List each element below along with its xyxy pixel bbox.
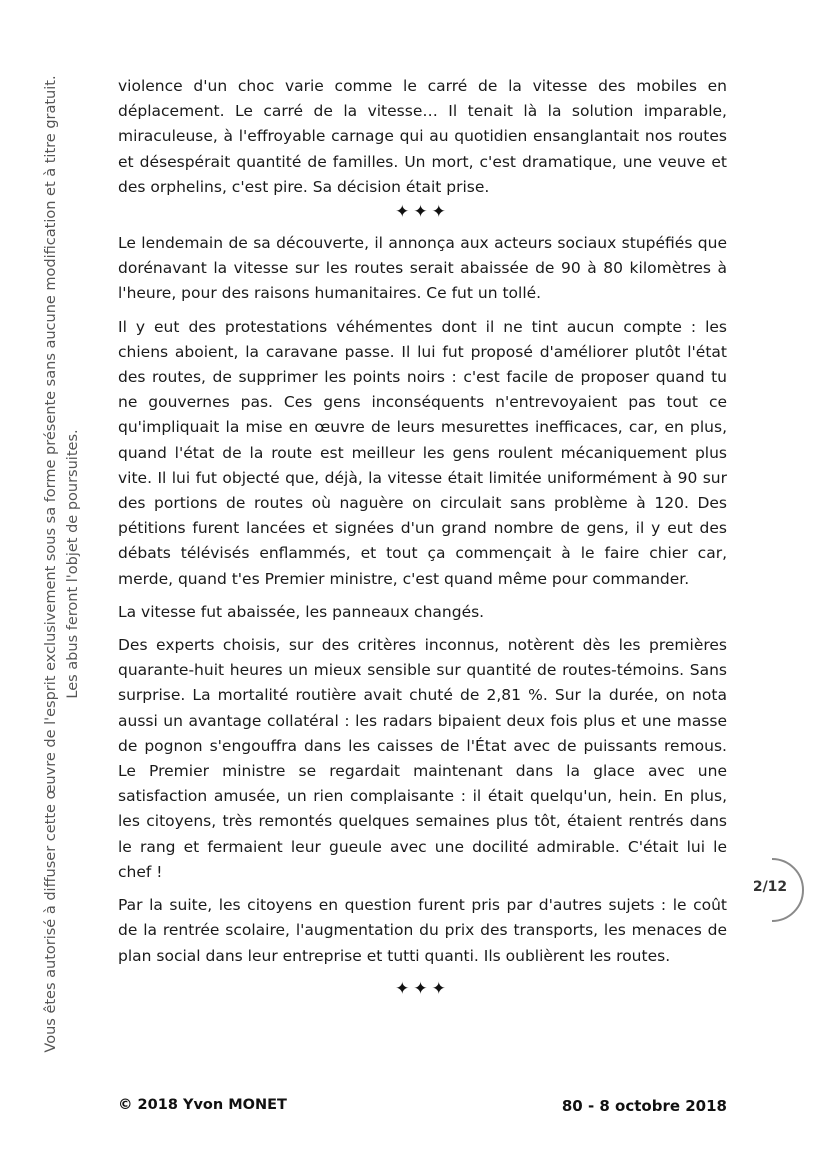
page-indicator: 2/12 (752, 879, 788, 895)
paragraph-intro: violence d'un choc varie comme le carré de la vitesse des mobiles en déplacement. Le carré de la vitesse… Il tenait là la solution imparable, miraculeuse, à l'effroyable carnage qui au quotidien ensanglantait nos routes et désespérait quantité de familles. Un mort, c'est dramatique, une veuve et des orphelins, c'est pire. Sa décision était prise. (118, 77, 727, 196)
copyright-notice-line-1: Vous êtes autorisé à diffuser cette œuvre de l'esprit exclusivement sous sa forme présente sans aucune modification et à titre gratuit. (43, 75, 59, 1053)
article-body (118, 74, 727, 1008)
paragraph: La vitesse fut abaissée, les panneaux changés. (118, 602, 485, 621)
paragraph: Il y eut des protestations véhémentes dont il ne tint aucun compte : les chiens aboient, la caravane passe. Il lui fut proposé d'améliorer plutôt l'état des routes, de supprimer les points noirs : c'est facile de proposer quand tu ne gouvernes pas. Ces gens inconséquents n'entrevoyaient pas tout ce qu'impliquait la mise en œuvre de leurs mesurettes inefficaces, car, en plus, quand l'état de la route est meilleur les gens roulent mécaniquement plus vite. Il lui fut objecté que, déjà, la vitesse était limitée uniformément à 90 sur des portions de routes où naguère on circulait sans problème à 120. Des pétitions furent lancées et signées d'un grand nombre de gens, il y eut des débats télévisés enflammés, et tout ça commençait à le faire chier car, merde, quand t'es Premier ministre, c'est quand même pour commander. (118, 317, 727, 588)
copyright-notice-line-2: Les abus feront l'objet de poursuites. (65, 429, 81, 699)
footer-copyright: © 2018 Yvon MONET (118, 1097, 287, 1113)
paragraph: Par la suite, les citoyens en question furent pris par d'autres sujets : le coût de la rentrée scolaire, l'augmentation du prix des transports, les menaces de plan social dans leur entreprise et tutti quanti. Ils oublièrent les routes. (118, 896, 727, 965)
section-separator-end: ✦✦✦ (395, 978, 450, 999)
paragraph: Le lendemain de sa découverte, il annonça aux acteurs sociaux stupéfiés que dorénavant la vitesse sur les routes serait abaissée de 90 à 80 kilomètres à l'heure, pour des raisons humanitaires. Ce fut un tollé. (118, 234, 727, 303)
footer-issue: 80 - 8 octobre 2018 (561, 1097, 727, 1115)
section-separator: ✦✦✦ (395, 202, 450, 223)
paragraph: Des experts choisis, sur des critères inconnus, notèrent dès les premières quarante-huit heures un mieux sensible sur quantité de routes-témoins. Sans surprise. La mortalité routière avait chuté de 2,81 %. Sur la durée, on nota aussi un avantage collatéral : les radars bipaient deux fois plus et une masse de pognon s'engouffra dans les caisses de l'État avec de puissants remous. Le Premier ministre se regardait maintenant dans la glace avec une satisfaction amusée, un rien complaisante : il était quelqu'un, hein. En plus, les citoyens, très remontés quelques semaines plus tôt, étaient rentrés dans le rang et fermaient leur gueule avec une docilité admirable. C'était lui le chef ! (118, 636, 727, 881)
copyright-notice-vertical (40, 74, 84, 1054)
